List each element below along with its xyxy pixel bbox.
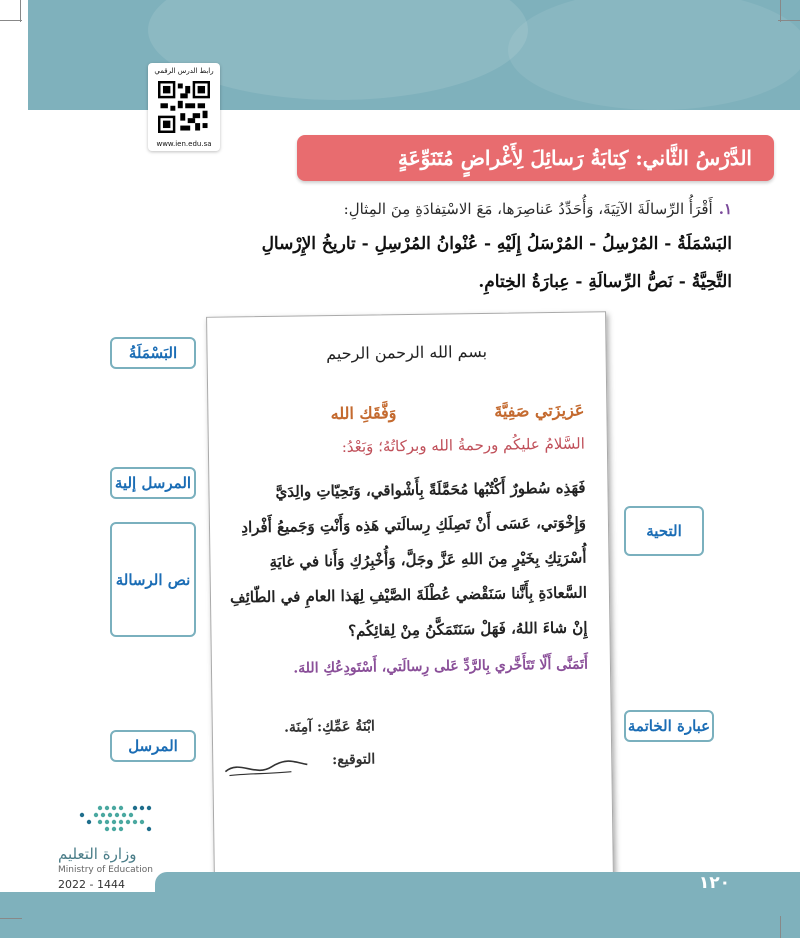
letter-body-line: أُسْرَتِكِ بِخَيْرٍ مِنَ اللهِ عَزَّ وجَلَّ، وَأُخْبِرُكِ وَأَنا في غايَةِ bbox=[269, 548, 587, 571]
qr-url: www.ien.edu.sa bbox=[156, 140, 212, 148]
label-greeting: التحية bbox=[624, 506, 704, 556]
ministry-logo-icon bbox=[60, 800, 170, 840]
letter-sender: ابْنَةُ عَمِّكِ: آمِنَة. bbox=[284, 718, 375, 736]
label-sender: المرسل bbox=[110, 730, 196, 762]
crop-mark bbox=[20, 0, 21, 22]
exercise-instruction bbox=[344, 200, 732, 218]
label-closing: عبارة الخاتمة bbox=[624, 710, 714, 742]
letter-elements-list-2: التَّحِيَّةُ - نَصُّ الرِّسالَةِ - عِبارَةُ الخِتامِ. bbox=[478, 272, 732, 292]
page-number: ١٢٠ bbox=[698, 873, 730, 893]
letter-greeting-name: عَزيزَتي صَفِيَّةَ bbox=[494, 400, 585, 421]
lesson-title: الدَّرْسُ الثَّاني: كِتابَةُ رَسائِلَ لِأَغْراضٍ مُتَنَوِّعَةٍ bbox=[297, 135, 774, 181]
crop-mark bbox=[0, 20, 22, 21]
letter-body-line: إِنْ شاءَ اللهُ، فَهَلْ سَنَتَمَكَّنُ مِنْ لِقائِكُم؟ bbox=[347, 618, 588, 640]
decorative-calligraphy-shape bbox=[508, 0, 800, 110]
top-banner-background bbox=[28, 0, 800, 110]
letter-body-line: فَهَذِه سُطورٌ أَكْتُبُها مُحَمَّلَةً بِأَشْواقي، وَتَحِيّاتِ والِدَيَّ bbox=[275, 478, 586, 501]
digital-lesson-qr-card[interactable] bbox=[148, 63, 220, 151]
letter-basmala: بسم الله الرحمن الرحيم bbox=[326, 341, 488, 364]
handwritten-signature bbox=[221, 754, 311, 779]
letter-elements-list-1: البَسْمَلَةُ - المُرْسِلُ - المُرْسَلُ إِلَيْهِ - عُنْوانُ المُرْسِلِ - تاريخُ الإِرْسالِ bbox=[261, 234, 732, 254]
footer-band bbox=[0, 892, 800, 938]
ministry-name-english: Ministry of Education bbox=[58, 865, 153, 875]
letter-body-line: وَإِخْوَتي، عَسَى أَنْ تَصِلَكِ رِسالَتي هَذِه وَأَنْتِ وَجَميعُ أَفْرادِ bbox=[241, 513, 587, 537]
crop-mark bbox=[780, 0, 781, 22]
letter-salam: السَّلامُ عليكُم ورحمةُ الله وبركاتُهُ؛ وَبَعْدُ: bbox=[341, 434, 585, 456]
crop-mark bbox=[778, 20, 800, 21]
qr-label: رابط الدرس الرقمي bbox=[154, 67, 214, 75]
exercise-number: ١. bbox=[718, 200, 732, 218]
crop-mark bbox=[0, 918, 22, 919]
label-basmala: البَسْمَلَةُ bbox=[110, 337, 196, 369]
letter-closing: أَتَمَنَّى أَلّا تَتَأَخَّري بِالرَّدِّ عَلى رِسالَتي، أَسْتَودِعُكِ اللهَ. bbox=[293, 656, 589, 677]
label-letter-body: نص الرسالة bbox=[110, 522, 196, 637]
instruction-text: أَقْرَأُ الرِّسالَةَ الآتِيَةَ، وَأُحَدِّدُ عَناصِرَها، مَعَ الاسْتِفادَةِ مِنَ المِثالِ: bbox=[343, 200, 713, 218]
letter-body-line: السَّعادَةِ بِأَنَّنا سَنَقْضي عُطْلَةَ الصَّيْفِ لِهَذا العامِ في الطّائِفِ bbox=[229, 583, 588, 607]
letter-greeting-wish: وَفَّقَكِ الله bbox=[330, 403, 397, 424]
ministry-name-arabic: وزارة التعليم bbox=[58, 845, 137, 863]
label-recipient: المرسل إلية bbox=[110, 467, 196, 499]
letter-signature-label: التوقيع: bbox=[331, 751, 376, 769]
edition-year: 2022 - 1444 bbox=[58, 878, 125, 891]
crop-mark bbox=[780, 916, 781, 938]
qr-code-icon bbox=[158, 81, 210, 133]
letter-paper bbox=[206, 311, 614, 885]
